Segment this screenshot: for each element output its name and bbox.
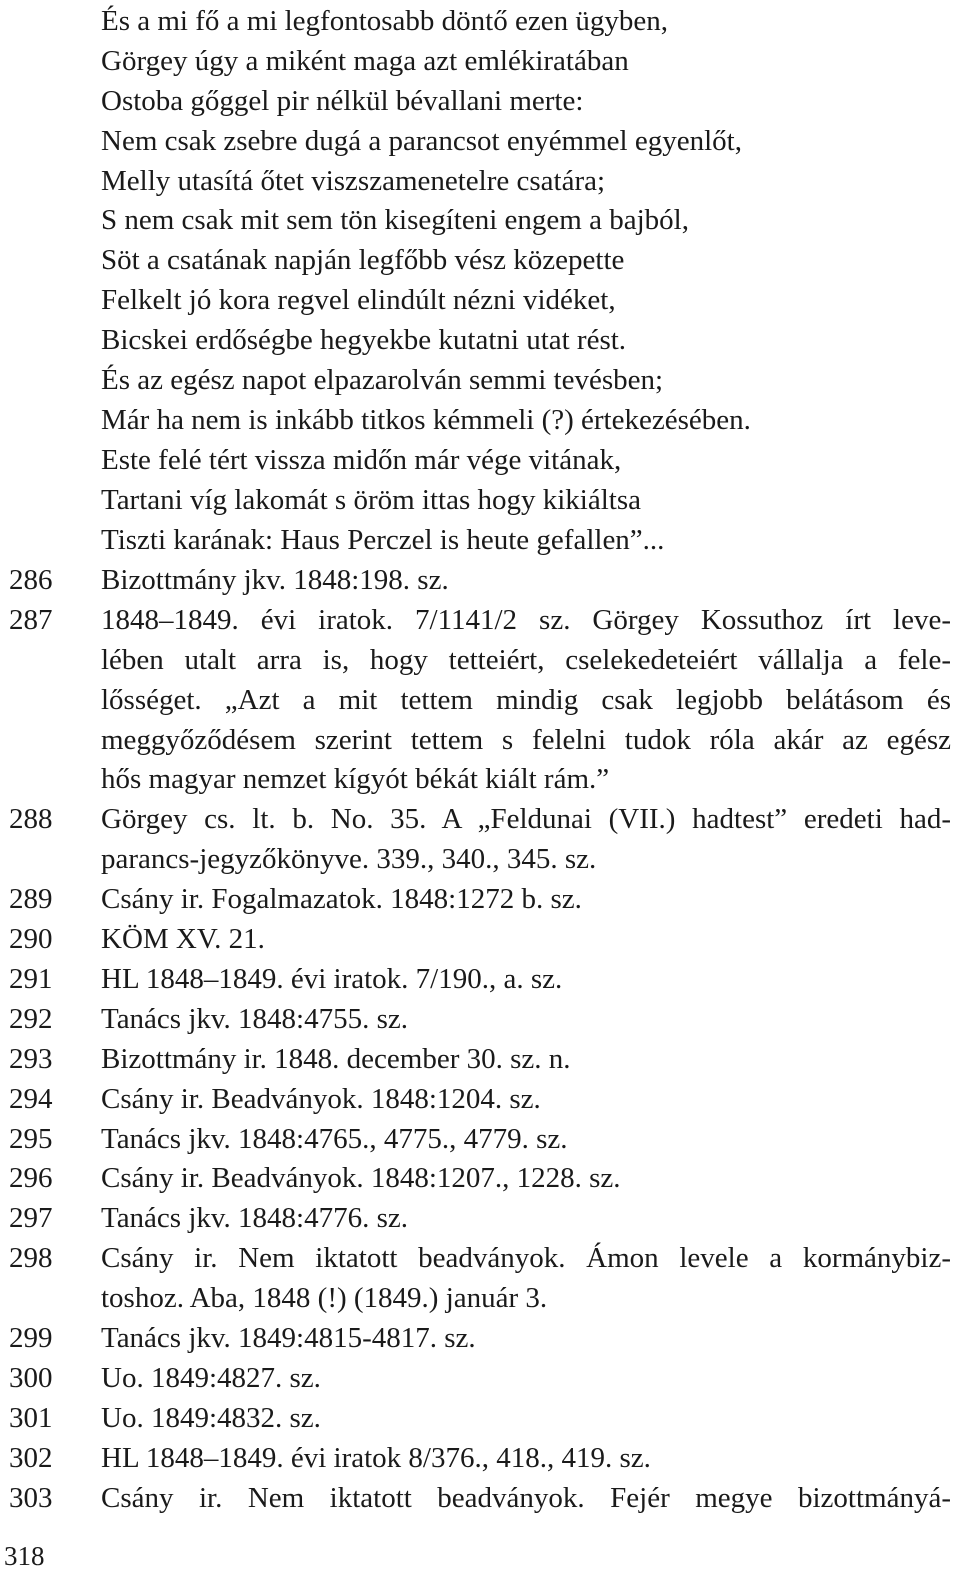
footnote-text xyxy=(101,1479,951,1519)
quoted-poem xyxy=(101,2,951,560)
footnote-text xyxy=(101,1319,951,1359)
footnote-number: 303 xyxy=(9,1481,53,1514)
footnote-text xyxy=(101,1080,951,1120)
footnote xyxy=(0,1239,960,1319)
footnote-text xyxy=(101,880,951,920)
footnote-number: 296 xyxy=(9,1162,53,1195)
footnote-text xyxy=(101,601,951,800)
footnote-line: Bizottmány jkv. 1848:198. sz. xyxy=(101,564,449,596)
footnote-line: Tanács jkv. 1848:4776. sz. xyxy=(101,1202,408,1235)
poem-line: Nem csak zsebre dugá a parancsot enyémmel egyenlőt, xyxy=(101,124,742,157)
footnote-number: 295 xyxy=(9,1122,53,1155)
footnote-line: Tanács jkv. 1848:4755. sz. xyxy=(101,1002,408,1035)
footnote-line: Tanács jkv. 1849:4815-4817. sz. xyxy=(101,1322,476,1355)
footnote xyxy=(0,1000,960,1040)
footnote-line: Csány ir. Nem iktatott beadványok. Fejér megye bizottmányá- xyxy=(101,1481,951,1514)
footnote-line: Uo. 1849:4832. sz. xyxy=(101,1401,321,1434)
footnote-line: Görgey cs. lt. b. No. 35. A „Feldunai (VII.) hadtest” eredeti had- xyxy=(101,803,951,836)
footnote-text xyxy=(101,960,951,1000)
footnote-number: 288 xyxy=(9,803,53,836)
footnote-line: Csány ir. Beadványok. 1848:1207., 1228. sz. xyxy=(101,1162,621,1195)
footnote-text xyxy=(101,1120,951,1160)
footnote xyxy=(0,1399,960,1439)
poem-line: Ostoba gőggel pir nélkül bévallani merte: xyxy=(101,84,584,117)
footnote xyxy=(0,601,960,800)
footnote-text xyxy=(101,561,951,601)
poem-line: Söt a csatának napján legfőbb vész közepette xyxy=(101,244,625,277)
footnote xyxy=(0,920,960,960)
footnote-number: 286 xyxy=(9,564,53,596)
page-number: 318 xyxy=(4,1541,45,1571)
footnote-line: meggyőződésem szerint tettem s felelni tudok róla akár az egész xyxy=(101,723,951,756)
footnote xyxy=(0,1319,960,1359)
poem-line: Felkelt jó kora regvel elindúlt nézni vidéket, xyxy=(101,284,616,317)
poem-line: Görgey úgy a miként maga azt emlékiratában xyxy=(101,44,629,77)
footnote-number: 291 xyxy=(9,962,53,995)
poem-line: Tiszti karának: Haus Perczel is heute gefallen”... xyxy=(101,523,665,556)
footnote xyxy=(0,1080,960,1120)
poem-line: Bicskei erdőségbe hegyekbe kutatni utat rést. xyxy=(101,324,627,357)
footnote-line: 1848–1849. évi iratok. 7/1141/2 sz. Görgey Kossuthoz írt leve- xyxy=(101,603,951,636)
footnote-line: toshoz. Aba, 1848 (!) (1849.) január 3. xyxy=(101,1282,548,1315)
footnote-number: 299 xyxy=(9,1322,53,1355)
footnote-number: 289 xyxy=(9,883,53,916)
footnote-text xyxy=(101,1399,951,1439)
footnote-line: Csány ir. Beadványok. 1848:1204. sz. xyxy=(101,1082,541,1115)
footnote-text xyxy=(101,1040,951,1080)
footnote-text xyxy=(101,1439,951,1479)
footnote-number: 298 xyxy=(9,1242,53,1275)
footnote xyxy=(0,561,960,601)
footnote-line: Csány ir. Fogalmazatok. 1848:1272 b. sz. xyxy=(101,883,582,916)
footnote-text xyxy=(101,1359,951,1399)
footnote-number: 302 xyxy=(9,1441,53,1474)
footnote-number: 297 xyxy=(9,1202,53,1235)
footnote xyxy=(0,1159,960,1199)
footnote-number: 293 xyxy=(9,1042,53,1075)
footnote-line: Uo. 1849:4827. sz. xyxy=(101,1361,321,1394)
poem-line: És az egész napot elpazarolván semmi tevésben; xyxy=(101,364,664,397)
footnote xyxy=(0,960,960,1000)
footnote xyxy=(0,1439,960,1479)
footnote-line: KÖM XV. 21. xyxy=(101,923,265,956)
footnote-line: Csány ir. Nem iktatott beadványok. Ámon levele a kormánybiz- xyxy=(101,1242,951,1275)
footnote-line: lősséget. „Azt a mit tettem mindig csak legjobb belátásom és xyxy=(101,683,951,716)
footnote-text xyxy=(101,800,951,880)
footnote xyxy=(0,880,960,920)
poem-line: Este felé tért vissza midőn már vége vitának, xyxy=(101,443,622,476)
footnote-number: 290 xyxy=(9,923,53,956)
footnote xyxy=(0,800,960,880)
footnote-line: lében utalt arra is, hogy tetteiért, cselekedeteiért vállalja a fele- xyxy=(101,643,951,676)
footnote-number: 287 xyxy=(9,603,53,636)
footnote xyxy=(0,1199,960,1239)
footnote xyxy=(0,1359,960,1399)
footnote xyxy=(0,1120,960,1160)
footnote-line: HL 1848–1849. évi iratok. 7/190., a. sz. xyxy=(101,962,563,995)
footnote-number: 292 xyxy=(9,1002,53,1035)
footnotes-list xyxy=(0,561,960,1519)
footnote-text xyxy=(101,920,951,960)
poem-line: S nem csak mit sem tön kisegíteni engem a bajból, xyxy=(101,204,689,237)
footnote-line: hős magyar nemzet kígyót békát kiált rám.” xyxy=(101,763,610,796)
footnote-text xyxy=(101,1000,951,1040)
footnote-line: Bizottmány ir. 1848. december 30. sz. n. xyxy=(101,1042,571,1075)
footnote-line: HL 1848–1849. évi iratok 8/376., 418., 419. sz. xyxy=(101,1441,651,1474)
footnote-number: 300 xyxy=(9,1361,53,1394)
footnote xyxy=(0,1040,960,1080)
poem-line: Melly utasítá őtet viszszamenetelre csatára; xyxy=(101,164,606,197)
poem-line: Már ha nem is inkább titkos kémmeli (?) értekezésében. xyxy=(101,403,751,436)
footnote-line: parancs-jegyzőkönyve. 339., 340., 345. sz. xyxy=(101,843,597,876)
footnote-number: 294 xyxy=(9,1082,53,1115)
footnote-text xyxy=(101,1239,951,1319)
footnote-text xyxy=(101,1199,951,1239)
footnote xyxy=(0,1479,960,1519)
footnote-number: 301 xyxy=(9,1401,53,1434)
poem-line: Tartani víg lakomát s öröm ittas hogy kikiáltsa xyxy=(101,483,642,516)
poem-line: És a mi fő a mi legfontosabb döntő ezen ügyben, xyxy=(101,5,668,37)
footnote-line: Tanács jkv. 1848:4765., 4775., 4779. sz. xyxy=(101,1122,568,1155)
footnote-text xyxy=(101,1159,951,1199)
